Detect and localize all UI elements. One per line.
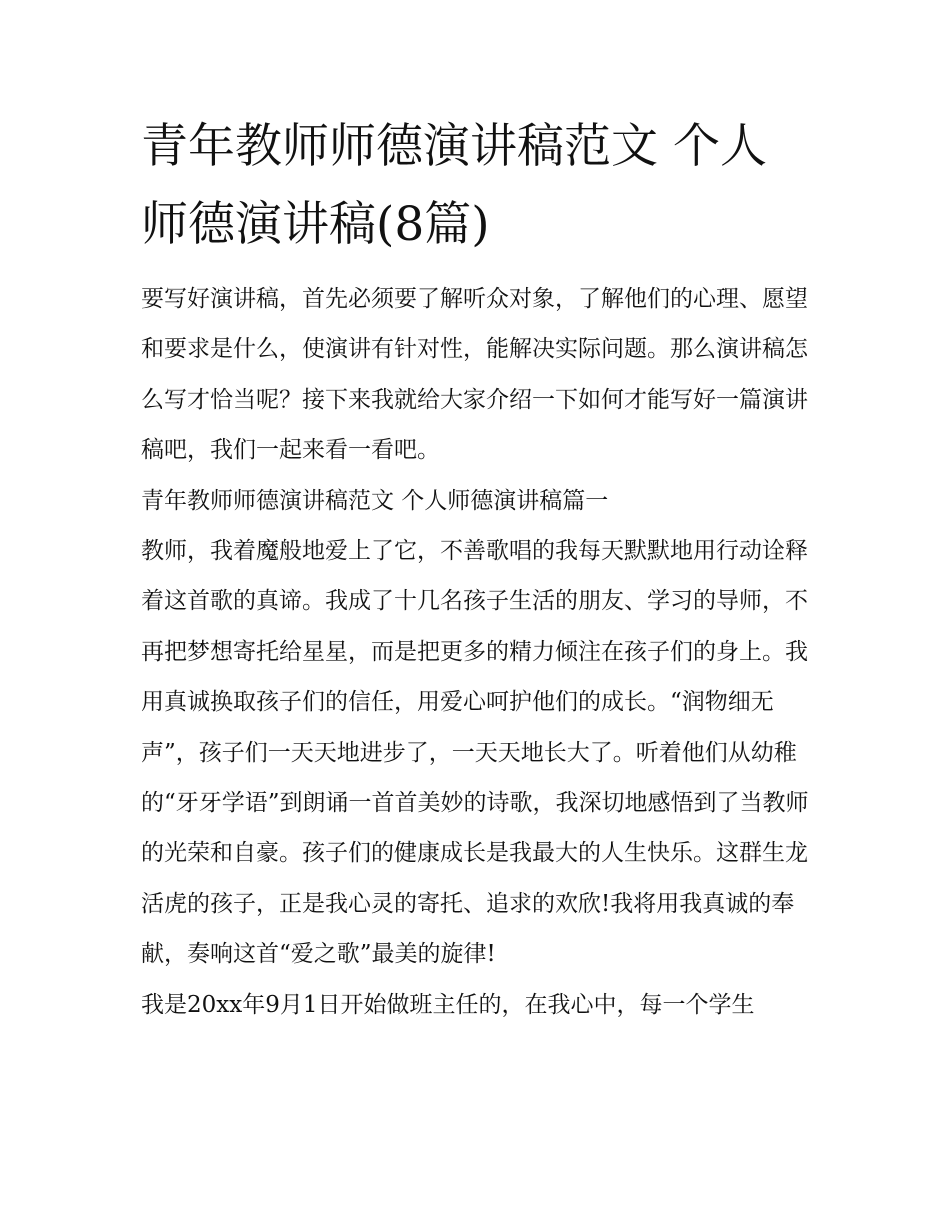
body-paragraph-1: 教师，我着魔般地爱上了它，不善歌唱的我每天默默地用行动诠释着这首歌的真谛。我成了十几名孩子生活的朋友、学习的导师，不再把梦想寄托给星星，而是把更多的精力倾注在孩子们的身上。我用真诚换取孩子们的信任，用爱心呵护他们的成长。“润物细无声”，孩子们一天天地进步了，一天天地长大了。听着他们从幼稚的“牙牙学语”到朗诵一首首美妙的诗歌，我深切地感悟到了当教师的光荣和自豪。孩子们的健康成长是我最大的人生快乐。这群生龙活虎的孩子，正是我心灵的寄托、追求的欢欣!我将用我真诚的奉献，奏响这首“爱之歌”最美的旋律!: [141, 538, 809, 968]
document-title: 青年教师师德演讲稿范文 个人师德演讲稿(8篇): [141, 119, 767, 252]
intro-paragraph: 要写好演讲稿，首先必须要了解听众对象，了解他们的心理、愿望和要求是什么，使演讲有针对性，能解决实际问题。那么演讲稿怎么写才恰当呢？接下来我就给大家介绍一下如何才能写好一篇演讲稿吧，我们一起来看一看吧。: [141, 286, 808, 464]
section-heading: 青年教师师德演讲稿范文 个人师德演讲稿篇一: [141, 487, 609, 514]
body-paragraph-2: 我是20xx年9月1日开始做班主任的，在我心中，每一个学生: [141, 991, 755, 1018]
document-body: [141, 108, 813, 1030]
